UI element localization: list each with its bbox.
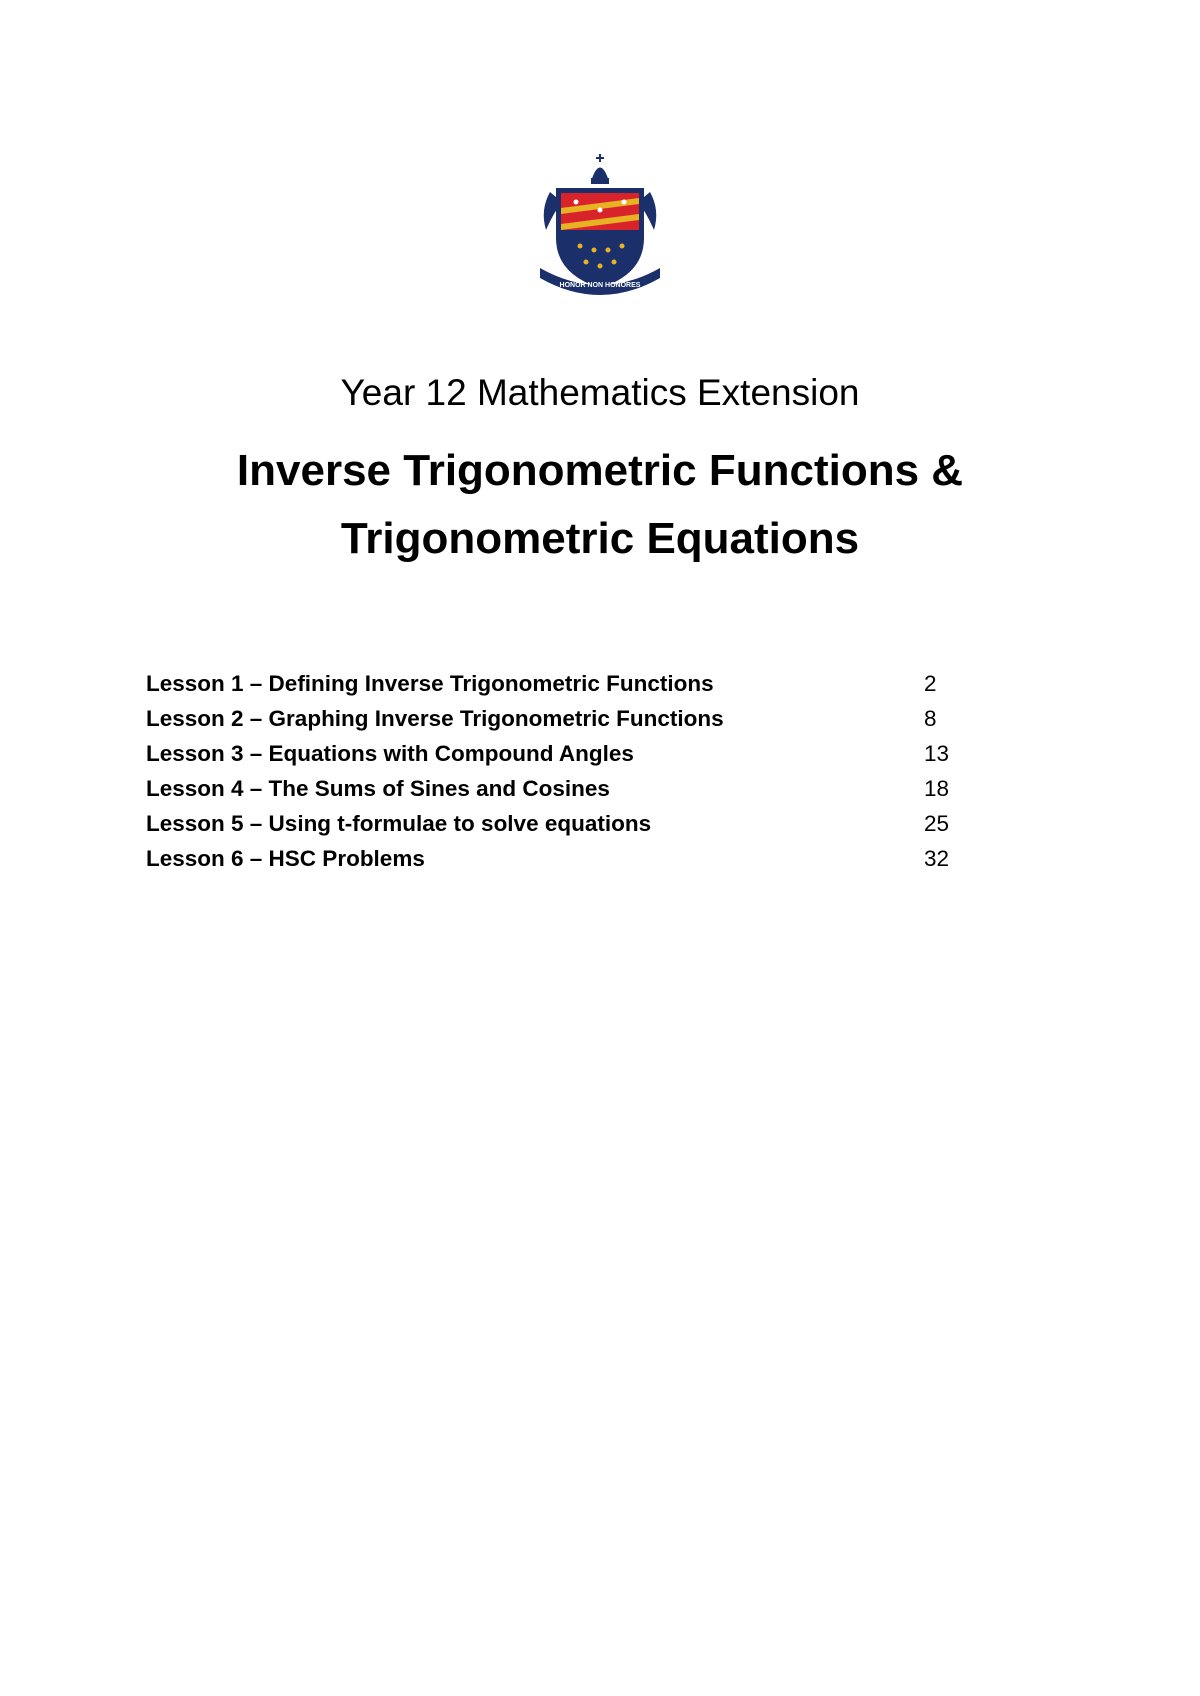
toc-entry-page: 8 bbox=[924, 706, 937, 731]
toc-entry-lesson-6[interactable] bbox=[146, 841, 986, 876]
school-crest-icon bbox=[536, 150, 664, 300]
toc-entry-label: Lesson 4 – The Sums of Sines and Cosines bbox=[146, 776, 610, 801]
document-title-line-2: Trigonometric Equations bbox=[340, 514, 860, 563]
toc-entry-lesson-5[interactable] bbox=[146, 806, 986, 841]
toc-entry-page: 32 bbox=[924, 846, 950, 871]
table-of-contents bbox=[146, 666, 986, 876]
toc-entry-page: 13 bbox=[924, 741, 950, 766]
crest-motto: HONOR NON HONORES bbox=[559, 282, 641, 289]
toc-entry-lesson-1[interactable] bbox=[146, 666, 986, 701]
toc-entry-page: 25 bbox=[924, 811, 950, 836]
toc-entry-lesson-2[interactable] bbox=[146, 701, 986, 736]
document-subtitle: Year 12 Mathematics Extension bbox=[340, 372, 860, 413]
toc-entry-label: Lesson 1 – Defining Inverse Trigonometric Functions bbox=[146, 671, 714, 696]
toc-entry-label: Lesson 3 – Equations with Compound Angles bbox=[146, 741, 634, 766]
toc-entry-lesson-3[interactable] bbox=[146, 736, 986, 771]
document-title-line-1: Inverse Trigonometric Functions & bbox=[236, 446, 964, 495]
toc-entry-page: 2 bbox=[924, 671, 937, 696]
toc-entry-label: Lesson 2 – Graphing Inverse Trigonometric Functions bbox=[146, 706, 724, 731]
toc-entry-lesson-4[interactable] bbox=[146, 771, 986, 806]
toc-entry-label: Lesson 5 – Using t-formulae to solve equations bbox=[146, 811, 652, 836]
document-title bbox=[0, 437, 1200, 573]
toc-entry-label: Lesson 6 – HSC Problems bbox=[146, 846, 425, 871]
toc-entry-page: 18 bbox=[924, 776, 950, 801]
